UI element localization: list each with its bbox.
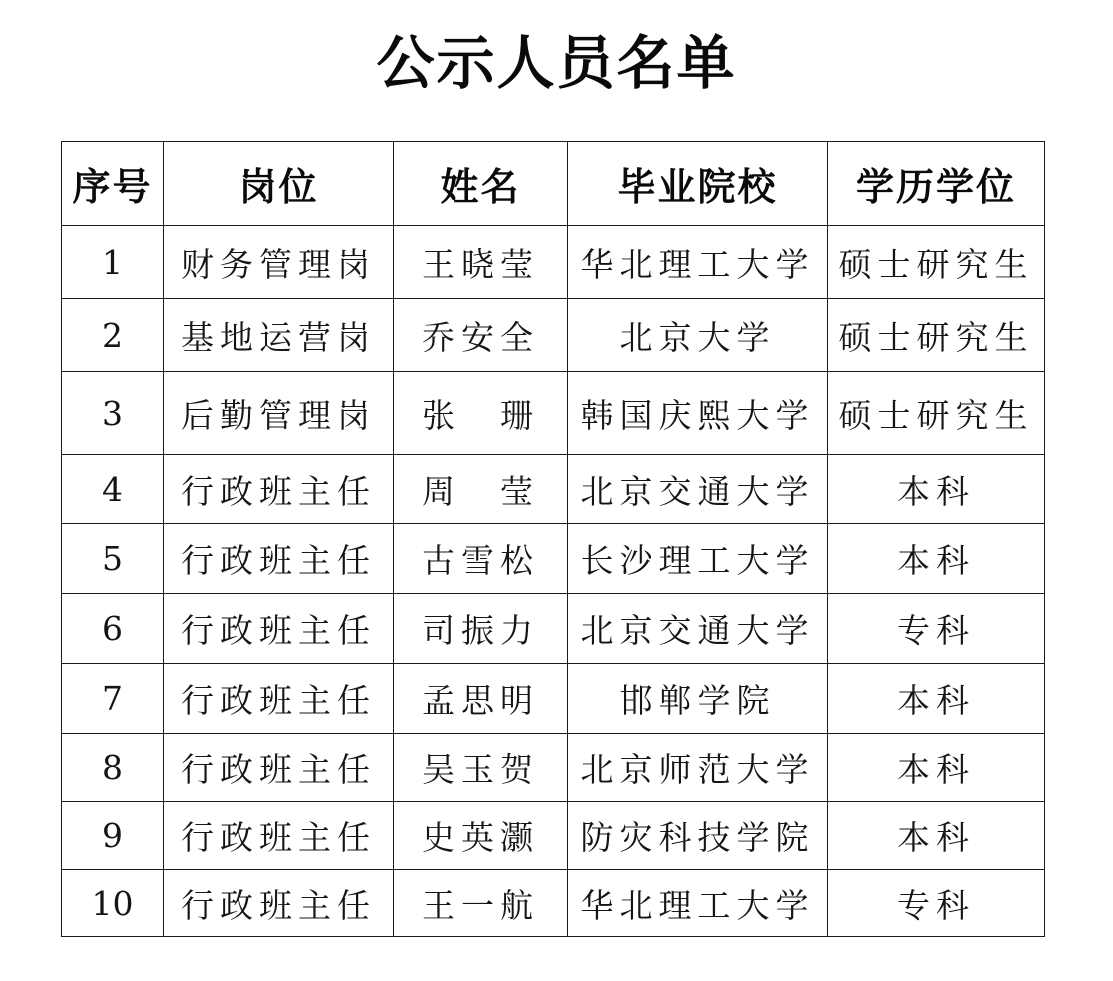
cell-name: 王一航 [394, 870, 568, 937]
header-no: 序号 [62, 142, 164, 226]
cell-post: 行政班主任 [164, 455, 394, 524]
cell-school: 北京大学 [568, 299, 828, 372]
table-row [62, 594, 1045, 664]
cell-school: 北京交通大学 [568, 594, 828, 664]
cell-school: 华北理工大学 [568, 226, 828, 299]
table-row [62, 524, 1045, 594]
cell-school: 长沙理工大学 [568, 524, 828, 594]
cell-school: 北京师范大学 [568, 734, 828, 802]
cell-no: 5 [62, 524, 164, 594]
roster-table [61, 141, 1045, 937]
table-row [62, 802, 1045, 870]
cell-degree: 本科 [828, 664, 1045, 734]
cell-name: 王晓莹 [394, 226, 568, 299]
cell-name: 周 莹 [394, 455, 568, 524]
header-name: 姓名 [394, 142, 568, 226]
cell-post: 行政班主任 [164, 524, 394, 594]
cell-post: 行政班主任 [164, 664, 394, 734]
cell-school: 邯郸学院 [568, 664, 828, 734]
cell-school: 华北理工大学 [568, 870, 828, 937]
cell-post: 财务管理岗 [164, 226, 394, 299]
table-row [62, 226, 1045, 299]
cell-no: 2 [62, 299, 164, 372]
cell-post: 行政班主任 [164, 870, 394, 937]
table-row [62, 299, 1045, 372]
cell-no: 1 [62, 226, 164, 299]
cell-school: 防灾科技学院 [568, 802, 828, 870]
cell-name: 张 珊 [394, 372, 568, 455]
cell-degree: 专科 [828, 594, 1045, 664]
header-post: 岗位 [164, 142, 394, 226]
cell-school: 韩国庆熙大学 [568, 372, 828, 455]
cell-name: 司振力 [394, 594, 568, 664]
cell-no: 3 [62, 372, 164, 455]
table-row [62, 664, 1045, 734]
header-school: 毕业院校 [568, 142, 828, 226]
cell-post: 后勤管理岗 [164, 372, 394, 455]
cell-no: 4 [62, 455, 164, 524]
cell-no: 7 [62, 664, 164, 734]
header-degree: 学历学位 [828, 142, 1045, 226]
table-row [62, 870, 1045, 937]
cell-no: 6 [62, 594, 164, 664]
cell-degree: 硕士研究生 [828, 372, 1045, 455]
cell-name: 孟思明 [394, 664, 568, 734]
table-header-row [62, 142, 1045, 226]
cell-no: 10 [62, 870, 164, 937]
cell-degree: 硕士研究生 [828, 299, 1045, 372]
cell-degree: 本科 [828, 802, 1045, 870]
cell-name: 史英灏 [394, 802, 568, 870]
cell-degree: 本科 [828, 455, 1045, 524]
cell-degree: 专科 [828, 870, 1045, 937]
cell-name: 古雪松 [394, 524, 568, 594]
cell-post: 行政班主任 [164, 734, 394, 802]
cell-post: 行政班主任 [164, 594, 394, 664]
cell-degree: 本科 [828, 734, 1045, 802]
cell-name: 吴玉贺 [394, 734, 568, 802]
cell-degree: 本科 [828, 524, 1045, 594]
cell-school: 北京交通大学 [568, 455, 828, 524]
cell-name: 乔安全 [394, 299, 568, 372]
cell-no: 8 [62, 734, 164, 802]
page-title: 公示人员名单 [376, 29, 737, 97]
cell-post: 行政班主任 [164, 802, 394, 870]
cell-post: 基地运营岗 [164, 299, 394, 372]
table-row [62, 734, 1045, 802]
table-row [62, 372, 1045, 455]
table-row [62, 455, 1045, 524]
cell-no: 9 [62, 802, 164, 870]
cell-degree: 硕士研究生 [828, 226, 1045, 299]
